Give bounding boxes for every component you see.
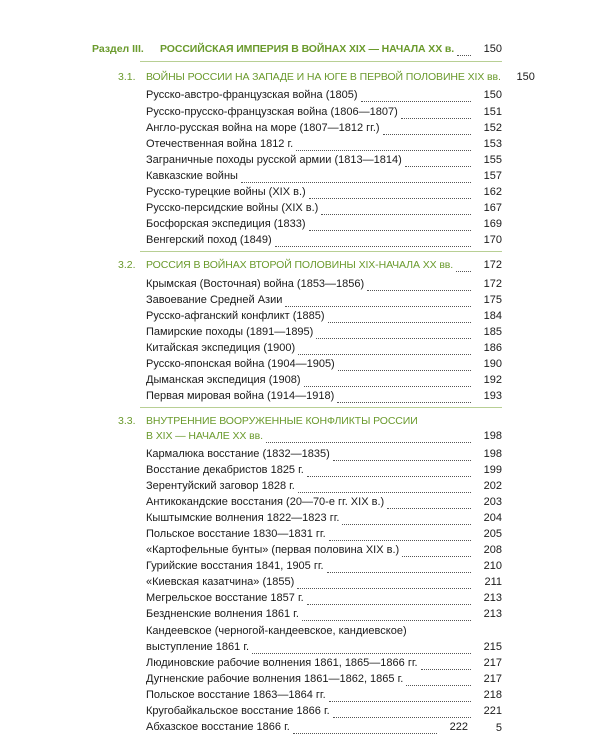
toc-entry: [146, 592, 502, 605]
toc-entry: [146, 480, 502, 493]
toc-entry: [146, 576, 502, 589]
toc-entry: [146, 374, 502, 387]
entry-page: 186: [483, 342, 502, 354]
entry-title: Русско-турецкие войны (XIX в.): [146, 186, 306, 198]
leader-dots: [293, 722, 437, 734]
entry-page: 172: [483, 278, 502, 290]
entry-title: Завоевание Средней Азии: [146, 294, 283, 306]
section-number: 3.3.: [118, 415, 136, 427]
entry-title: Мегрельское восстание 1857 г.: [146, 592, 304, 604]
entry-page: 193: [483, 390, 502, 402]
leader-dots: [285, 295, 471, 307]
leader-dots: [342, 513, 471, 525]
entry-page: 162: [483, 186, 502, 198]
entry-title: Отечественная война 1812 г.: [146, 138, 294, 150]
entry-page: 215: [483, 641, 502, 653]
toc-entry: [146, 326, 502, 339]
entry-title: Крымская (Восточная) война (1853—1856): [146, 278, 365, 290]
entry-page: 213: [483, 608, 502, 620]
entry-title: Первая мировая война (1914—1918): [146, 390, 335, 402]
leader-dots: [252, 642, 471, 654]
entry-title: Памирские походы (1891—1895): [146, 326, 314, 338]
section-heading-row: [146, 71, 535, 84]
entry-page: 205: [483, 528, 502, 540]
leader-dots: [266, 431, 471, 443]
entry-page: 155: [483, 154, 502, 166]
leader-dots: [241, 171, 471, 183]
leader-dots: [302, 609, 471, 621]
entry-title: Англо-русская война на море (1807—1812 гг.): [146, 122, 380, 134]
entry-title-line1: Кандеевское (черногой-кандеевское, кандиевское): [146, 625, 407, 637]
leader-dots: [337, 391, 471, 403]
toc-entry: [146, 138, 502, 151]
toc-entry: [146, 544, 502, 557]
part-heading-row: [160, 43, 502, 56]
separator-line: [140, 407, 502, 408]
separator-line: [140, 61, 502, 62]
entry-page: 217: [483, 673, 502, 685]
leader-dots: [421, 658, 471, 670]
section-heading-row: [146, 430, 502, 443]
toc-entry: [146, 721, 468, 734]
leader-dots: [327, 561, 471, 573]
entry-title: Абхазское восстание 1866 г.: [146, 721, 290, 733]
entry-page: 202: [483, 480, 502, 492]
entry-page: 211: [484, 576, 502, 588]
toc-entry: [146, 528, 502, 541]
toc-entry: [146, 154, 502, 167]
leader-dots: [457, 44, 471, 56]
entry-page: 167: [483, 202, 502, 214]
entry-page: 213: [483, 592, 502, 604]
toc-entry: [146, 608, 502, 621]
section-page: 172: [483, 259, 502, 271]
section-page: 150: [516, 71, 535, 83]
toc-entry: [146, 673, 502, 686]
leader-dots: [338, 359, 471, 371]
toc-entry: [146, 390, 502, 403]
toc-entry: [146, 234, 502, 247]
entry-page: 152: [483, 122, 502, 134]
section-title-line1: ВНУТРЕННИЕ ВООРУЖЕННЫЕ КОНФЛИКТЫ РОССИИ: [146, 415, 418, 427]
toc-entry: [146, 705, 502, 718]
toc-entry: [146, 464, 502, 477]
leader-dots: [297, 577, 471, 589]
section-number: 3.2.: [118, 259, 136, 271]
leader-dots: [387, 497, 471, 509]
entry-page: 217: [483, 657, 502, 669]
entry-page: 221: [483, 705, 502, 717]
toc-entry: [146, 448, 502, 461]
entry-title: Гурийские восстания 1841, 1905 гг.: [146, 560, 324, 572]
leader-dots: [329, 690, 471, 702]
entry-title: Венгерский поход (1849): [146, 234, 272, 246]
leader-dots: [321, 203, 471, 215]
entry-page: 204: [483, 512, 502, 524]
leader-dots: [296, 139, 471, 151]
leader-dots: [367, 279, 471, 291]
entry-page: 150: [483, 89, 502, 101]
section-title: ВОЙНЫ РОССИИ НА ЗАПАДЕ И НА ЮГЕ В ПЕРВОЙ ПОЛОВИНЕ XIX вв.: [146, 71, 501, 83]
leader-dots: [309, 187, 471, 199]
entry-title: Кругобайкальское восстание 1866 г.: [146, 705, 330, 717]
toc-entry: [146, 218, 502, 231]
leader-dots: [333, 706, 471, 718]
leader-dots: [405, 155, 471, 167]
toc-entry: [146, 342, 502, 355]
entry-title: Восстание декабристов 1825 г.: [146, 464, 304, 476]
section-title-line2: В XIX — НАЧАЛЕ XX вв.: [146, 430, 263, 442]
toc-entry: [146, 186, 502, 199]
entry-page: 153: [483, 138, 502, 150]
entry-title: Русско-афганский конфликт (1885): [146, 310, 325, 322]
toc-entry: [146, 560, 502, 573]
entry-page: 222: [449, 721, 468, 733]
leader-dots: [298, 343, 471, 355]
entry-title: Кавказские войны: [146, 170, 238, 182]
entry-title: Русско-персидские войны (XIX в.): [146, 202, 319, 214]
leader-dots: [304, 375, 472, 387]
toc-entry: [146, 170, 502, 183]
section-title: РОССИЯ В ВОЙНАХ ВТОРОЙ ПОЛОВИНЫ XIX-НАЧАЛА XX вв.: [146, 259, 454, 271]
entry-title: Заграничные походы русской армии (1813—1814): [146, 154, 402, 166]
leader-dots: [275, 235, 471, 247]
toc-entry: [146, 512, 502, 525]
entry-page: 210: [483, 560, 502, 572]
leader-dots: [361, 90, 472, 102]
entry-page: 151: [483, 106, 502, 118]
entry-page: 175: [483, 294, 502, 306]
leader-dots: [309, 219, 471, 231]
entry-page: 208: [483, 544, 502, 556]
leader-dots: [328, 311, 471, 323]
entry-title: выступление 1861 г.: [146, 641, 250, 653]
entry-title: Русско-японская война (1904—1905): [146, 358, 335, 370]
part-page: 150: [483, 43, 502, 55]
entry-page: 192: [483, 374, 502, 386]
section-heading-row: [146, 259, 502, 272]
leader-dots: [401, 107, 471, 119]
part-title: РОССИЙСКАЯ ИМПЕРИЯ В ВОЙНАХ XIX — НАЧАЛА XX в.: [160, 43, 455, 55]
leader-dots: [329, 529, 471, 541]
entry-title: Кыштымские волнения 1822—1823 гг.: [146, 512, 340, 524]
leader-dots: [307, 465, 471, 477]
toc-entry: [146, 294, 502, 307]
leader-dots: [298, 481, 471, 493]
entry-page: 199: [483, 464, 502, 476]
toc-entry: [146, 496, 502, 509]
toc-entry: [146, 278, 502, 291]
entry-title: Босфорская экспедиция (1833): [146, 218, 306, 230]
section-page: 198: [483, 430, 502, 442]
toc-entry: [146, 657, 502, 670]
leader-dots: [456, 260, 471, 272]
entry-title: «Картофельные бунты» (первая половина XIX в.): [146, 544, 400, 556]
entry-title: Кармалюка восстание (1832—1835): [146, 448, 330, 460]
part-label: Раздел III.: [92, 43, 144, 55]
entry-page: 184: [483, 310, 502, 322]
toc-entry: [146, 310, 502, 323]
entry-title: Антикокандские восстания (20—70-е гг. XIX в.): [146, 496, 385, 508]
entry-page: 170: [483, 234, 502, 246]
entry-title: Русско-прусско-французская война (1806—1807): [146, 106, 398, 118]
entry-page: 185: [483, 326, 502, 338]
entry-page: 218: [483, 689, 502, 701]
entry-page: 169: [483, 218, 502, 230]
toc-entry: [146, 202, 502, 215]
entry-title: Дыманская экспедиция (1908): [146, 374, 301, 386]
leader-dots: [402, 545, 471, 557]
entry-title: Бездненские волнения 1861 г.: [146, 608, 299, 620]
toc-entry: [146, 641, 502, 654]
separator-line: [140, 251, 502, 252]
page-number: 5: [495, 722, 502, 734]
entry-title: Польское восстание 1830—1831 гг.: [146, 528, 326, 540]
toc-entry: [146, 689, 502, 702]
entry-title: Дугненские рабочие волнения 1861—1862, 1865 г.: [146, 673, 404, 685]
toc-entry: [146, 122, 502, 135]
leader-dots: [333, 449, 471, 461]
toc-entry: [146, 89, 502, 102]
entry-title: Китайская экспедиция (1900): [146, 342, 296, 354]
entry-page: 198: [483, 448, 502, 460]
entry-title: Людиновские рабочие волнения 1861, 1865—1866 гг.: [146, 657, 418, 669]
leader-dots: [307, 593, 471, 605]
section-number: 3.1.: [118, 71, 136, 83]
entry-title: «Киевская казатчина» (1855): [146, 576, 295, 588]
entry-title: Русско-австро-французская война (1805): [146, 89, 358, 101]
entry-page: 157: [483, 170, 502, 182]
toc-entry: [146, 106, 502, 119]
toc-entry: [146, 358, 502, 371]
entry-title: Польское восстание 1863—1864 гг.: [146, 689, 326, 701]
leader-dots: [383, 123, 471, 135]
leader-dots: [316, 327, 471, 339]
entry-page: 203: [483, 496, 502, 508]
entry-title: Зерентуйский заговор 1828 г.: [146, 480, 295, 492]
entry-page: 190: [483, 358, 502, 370]
leader-dots: [406, 674, 471, 686]
